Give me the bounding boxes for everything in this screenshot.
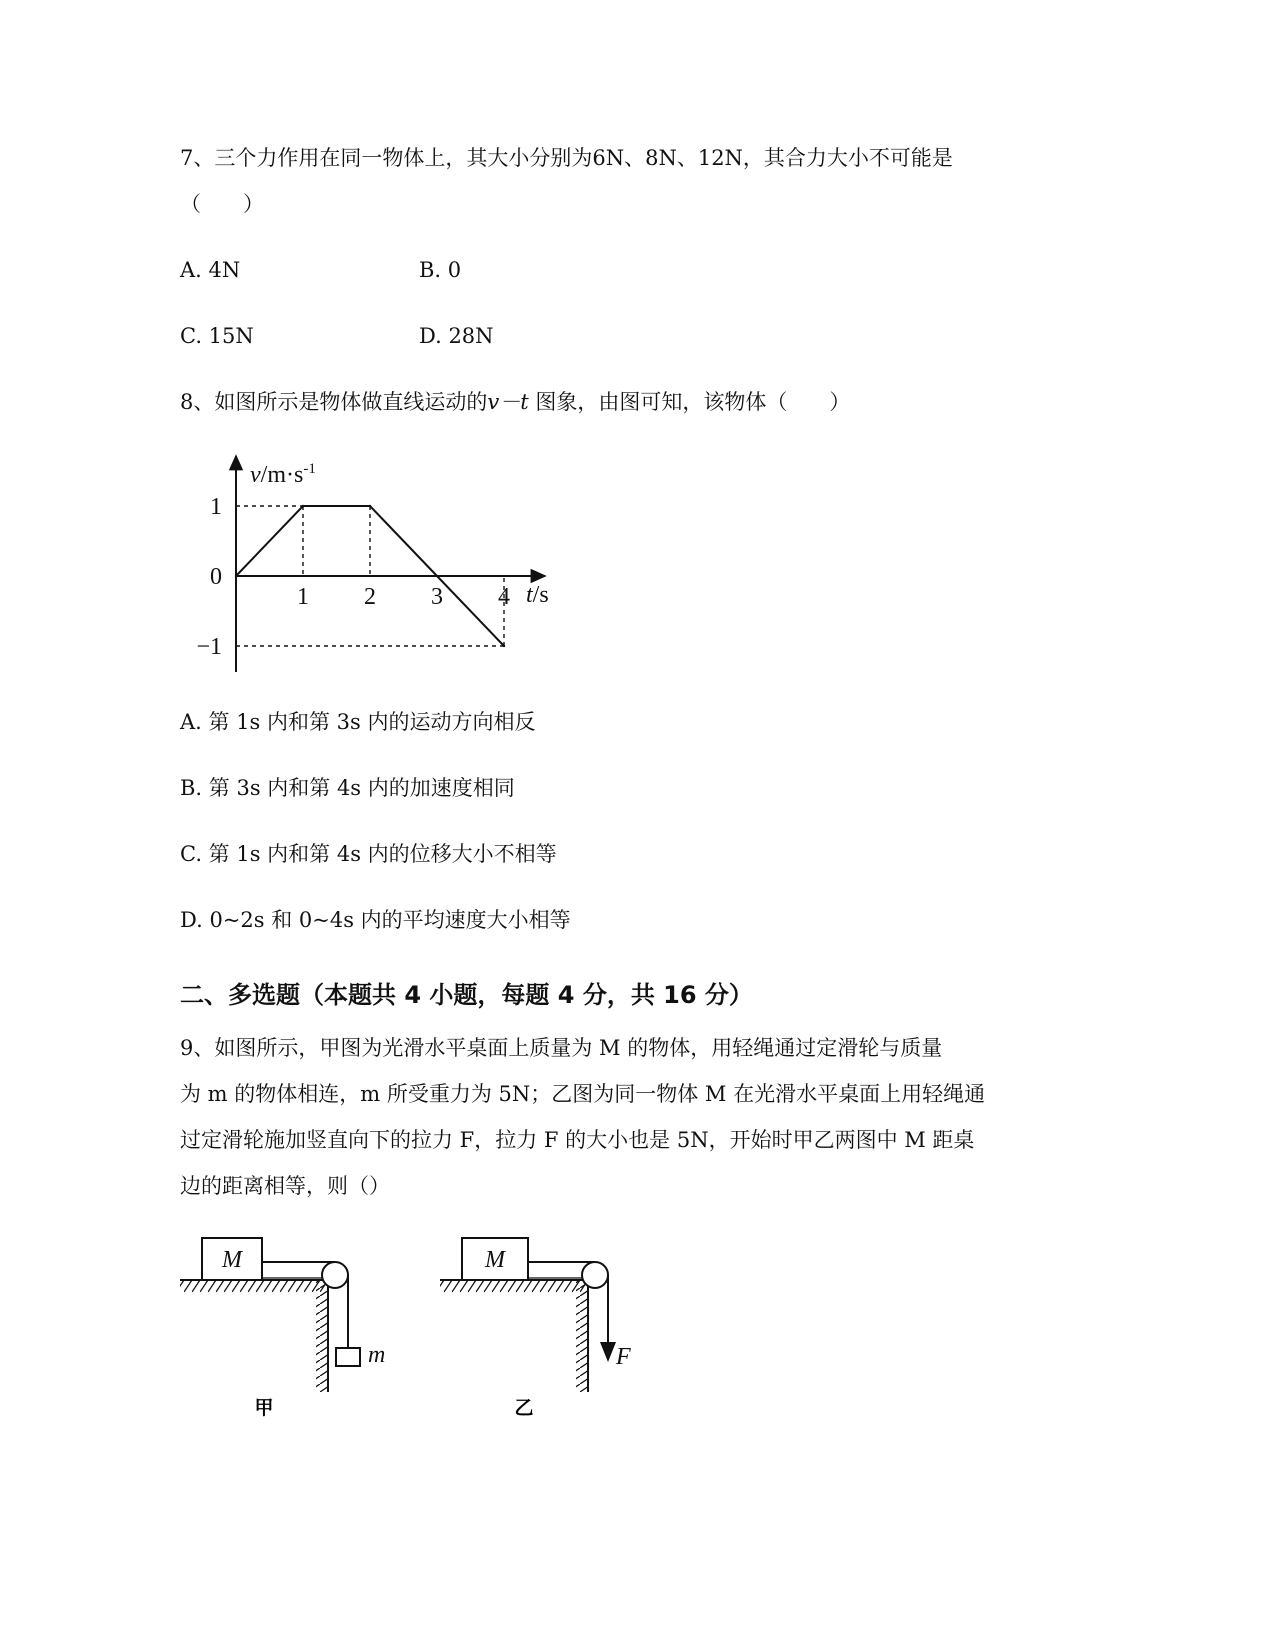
hanging-block-label: m xyxy=(368,1342,386,1368)
pulley-diagram-left xyxy=(176,1232,416,1432)
q8-stem-before: 8、如图所示是物体做直线运动的 xyxy=(180,390,488,414)
figure-caption-right: 乙 xyxy=(514,1397,534,1419)
q8-stem-after: 图象，由图可知，该物体（ ） xyxy=(528,390,851,414)
table-edge-hatching xyxy=(316,1280,328,1392)
data-point xyxy=(503,645,505,647)
q7-stem: 7、三个力作用在同一物体上，其大小分别为6N、8N、12N，其合力大小不可能是 xyxy=(180,146,953,170)
table-edge-hatching xyxy=(576,1280,588,1392)
q8-stem xyxy=(180,390,850,415)
vt-graph xyxy=(180,450,580,690)
data-point xyxy=(235,575,237,577)
x-tick-label: 4 xyxy=(498,584,510,610)
x-tick-label: 1 xyxy=(297,584,309,610)
q9-line-3: 过定滑轮施加竖直向下的拉力 F，拉力 F 的大小也是 5N，开始时甲乙两图中 M 距桌 xyxy=(180,1128,975,1152)
y-tick-label: −1 xyxy=(196,634,222,660)
block-big-m-label: M xyxy=(485,1247,505,1273)
q9-line-1: 9、如图所示，甲图为光滑水平桌面上质量为 M 的物体，用轻绳通过定滑轮与质量 xyxy=(180,1036,943,1060)
q7-blank: （ ） xyxy=(180,192,264,216)
x-axis-label: t/s xyxy=(526,582,549,608)
y-tick-label: 1 xyxy=(210,494,222,520)
data-point xyxy=(369,505,371,507)
x-tick-label: 2 xyxy=(364,584,376,610)
y-axis-label: $v/m\cdot s^{-1}$ xyxy=(250,461,316,488)
section-heading: 二、多选题（本题共 4 小题，每题 4 分，共 16 分） xyxy=(180,981,753,1009)
hanging-block-small-m xyxy=(336,1348,360,1366)
q8-option-b: B. 第 3s 内和第 4s 内的加速度相同 xyxy=(180,776,515,800)
q8-option-a: A. 第 1s 内和第 3s 内的运动方向相反 xyxy=(180,710,536,734)
pulley-diagram-right xyxy=(436,1232,676,1432)
table-surface-hatching xyxy=(440,1280,588,1292)
q7-option-a: A. 4N xyxy=(180,258,241,282)
q7-option-c: C. 15N xyxy=(180,324,254,348)
block-big-m-label: M xyxy=(222,1247,242,1273)
q7-option-d: D. 28N xyxy=(419,324,494,348)
q9-line-2: 为 m 的物体相连，m 所受重力为 5N；乙图为同一物体 M 在光滑水平桌面上用轻绳通 xyxy=(180,1082,986,1106)
q8-option-d: D. 0~2s 和 0~4s 内的平均速度大小相等 xyxy=(180,908,571,932)
pulley xyxy=(582,1262,608,1288)
table-surface-hatching xyxy=(180,1280,328,1292)
y-tick-label: 0 xyxy=(210,564,222,590)
data-point xyxy=(436,575,438,577)
q8-option-c: C. 第 1s 内和第 4s 内的位移大小不相等 xyxy=(180,842,557,866)
data-point xyxy=(302,505,304,507)
x-tick-label: 3 xyxy=(431,584,443,610)
force-label: F xyxy=(616,1344,631,1370)
q7-option-b: B. 0 xyxy=(419,258,462,282)
figure-caption-left: 甲 xyxy=(254,1397,274,1419)
q8-stem-var: v－t xyxy=(487,390,529,414)
q9-line-4: 边的距离相等，则（） xyxy=(180,1174,390,1198)
pulley xyxy=(322,1262,348,1288)
